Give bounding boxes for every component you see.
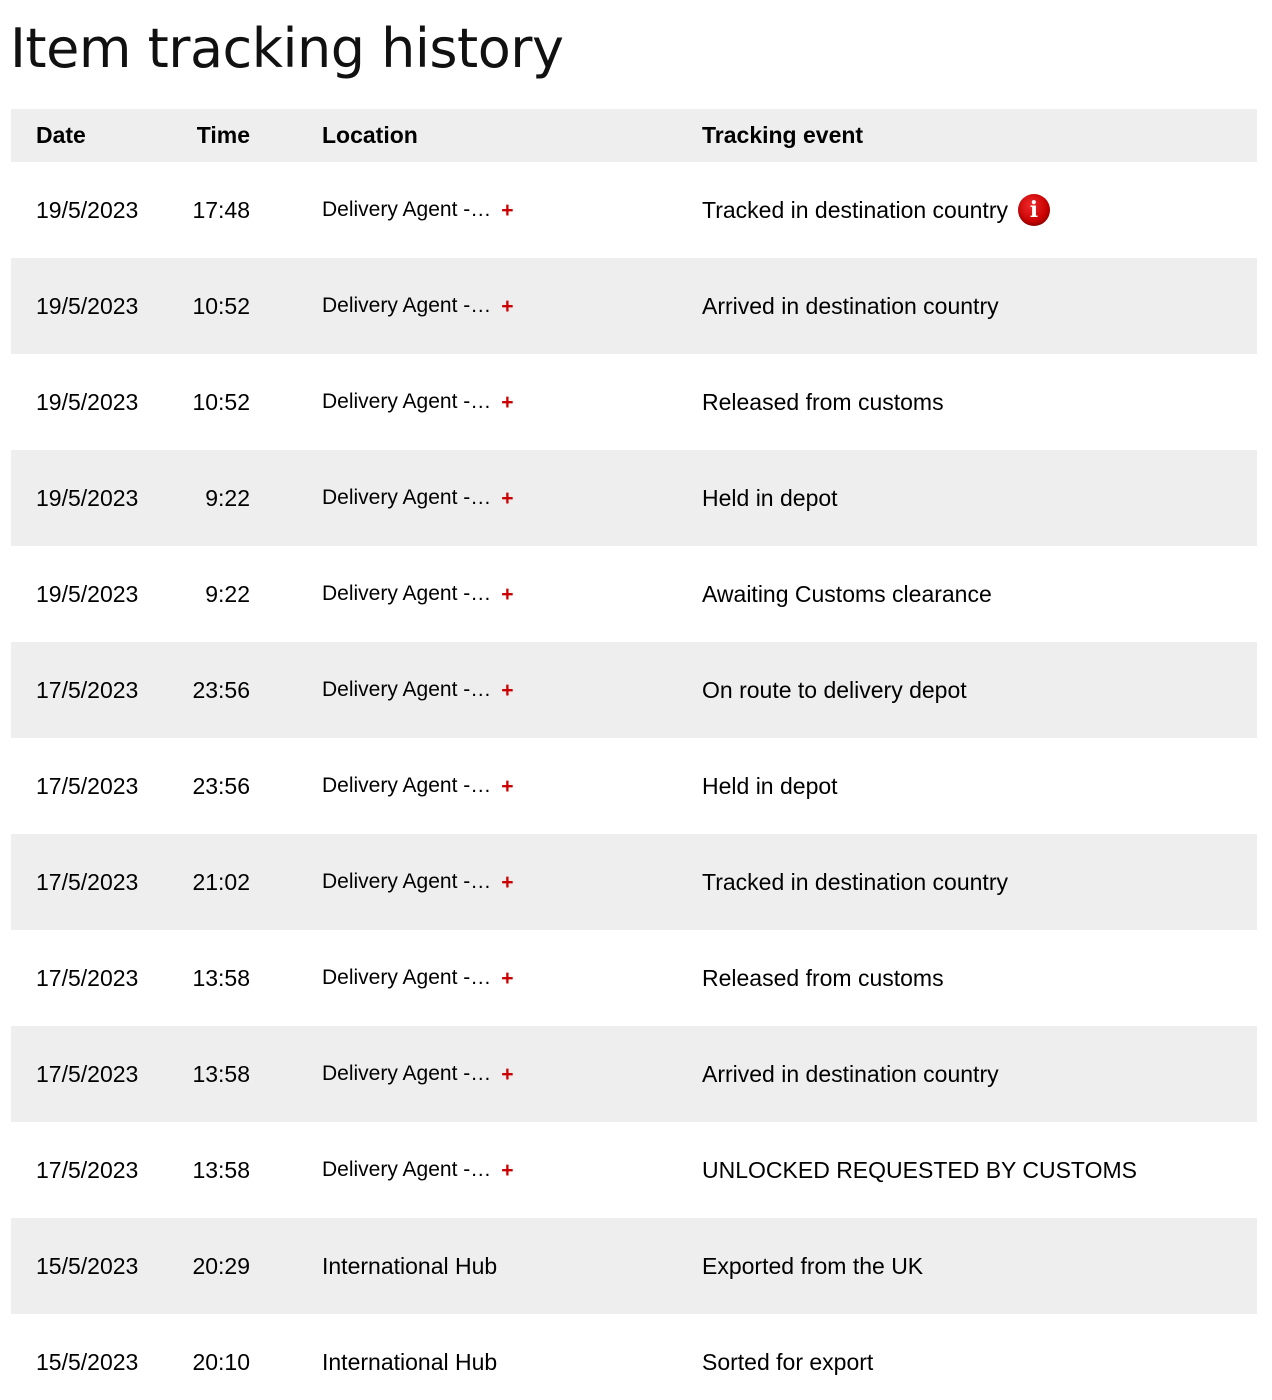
row-tracking-event bbox=[702, 354, 1242, 450]
row-date: 19/5/2023 bbox=[36, 292, 139, 319]
row-date: 17/5/2023 bbox=[36, 676, 139, 703]
row-event-text: UNLOCKED REQUESTED BY CUSTOMS bbox=[702, 1156, 1137, 1183]
table-row bbox=[11, 1026, 1257, 1122]
header-location: Location bbox=[322, 122, 418, 148]
row-event-text: Held in depot bbox=[702, 772, 838, 799]
row-location bbox=[322, 834, 682, 930]
row-tracking-event bbox=[702, 450, 1242, 546]
row-event-text: Exported from the UK bbox=[702, 1252, 924, 1279]
row-location bbox=[322, 354, 682, 450]
expand-location-plus-icon[interactable]: + bbox=[501, 870, 514, 894]
row-location bbox=[322, 930, 682, 1026]
row-location-text: Delivery Agent -… bbox=[322, 390, 492, 413]
row-time: 9:22 bbox=[205, 580, 250, 607]
table-row bbox=[11, 258, 1257, 354]
expand-location-plus-icon[interactable]: + bbox=[501, 294, 514, 318]
header-tracking-event: Tracking event bbox=[702, 122, 864, 148]
row-time: 10:52 bbox=[192, 388, 250, 415]
table-row bbox=[11, 642, 1257, 738]
table-row bbox=[11, 1314, 1257, 1400]
row-event-text: Held in depot bbox=[702, 484, 838, 511]
row-time: 13:58 bbox=[192, 1060, 250, 1087]
row-location bbox=[322, 1122, 682, 1218]
table-row bbox=[11, 546, 1257, 642]
row-event-text: Awaiting Customs clearance bbox=[702, 580, 992, 607]
expand-location-plus-icon[interactable]: + bbox=[501, 966, 514, 990]
row-event-text: Tracked in destination country bbox=[702, 196, 1008, 223]
row-time: 20:10 bbox=[192, 1348, 250, 1375]
row-location bbox=[322, 1314, 682, 1400]
row-location-text: Delivery Agent -… bbox=[322, 966, 492, 989]
row-location-text: Delivery Agent -… bbox=[322, 582, 492, 605]
row-time: 23:56 bbox=[192, 772, 250, 799]
row-date: 17/5/2023 bbox=[36, 964, 139, 991]
row-time: 21:02 bbox=[192, 868, 250, 895]
row-location bbox=[322, 1218, 682, 1314]
row-date: 19/5/2023 bbox=[36, 196, 139, 223]
table-header-row bbox=[11, 109, 1257, 162]
table-row bbox=[11, 738, 1257, 834]
row-tracking-event bbox=[702, 738, 1242, 834]
table-row bbox=[11, 930, 1257, 1026]
expand-location-plus-icon[interactable]: + bbox=[501, 1158, 514, 1182]
expand-location-plus-icon[interactable]: + bbox=[501, 774, 514, 798]
expand-location-plus-icon[interactable]: + bbox=[501, 678, 514, 702]
row-location-text: Delivery Agent -… bbox=[322, 1062, 492, 1085]
row-tracking-event bbox=[702, 258, 1242, 354]
tracking-history-table bbox=[11, 109, 1257, 1400]
row-location-text: Delivery Agent -… bbox=[322, 870, 492, 893]
row-date: 19/5/2023 bbox=[36, 580, 139, 607]
row-location-text: International Hub bbox=[322, 1348, 498, 1375]
row-time: 10:52 bbox=[192, 292, 250, 319]
row-date: 17/5/2023 bbox=[36, 1060, 139, 1087]
expand-location-plus-icon[interactable]: + bbox=[501, 1062, 514, 1086]
expand-location-plus-icon[interactable]: + bbox=[501, 198, 514, 222]
row-event-text: Arrived in destination country bbox=[702, 292, 999, 319]
row-location-text: Delivery Agent -… bbox=[322, 486, 492, 509]
row-location bbox=[322, 258, 682, 354]
row-location bbox=[322, 1026, 682, 1122]
info-icon[interactable]: i bbox=[1018, 194, 1050, 226]
row-tracking-event bbox=[702, 1218, 1242, 1314]
expand-location-plus-icon[interactable]: + bbox=[501, 582, 514, 606]
expand-location-plus-icon[interactable]: + bbox=[501, 486, 514, 510]
row-location-text: International Hub bbox=[322, 1252, 498, 1279]
row-date: 15/5/2023 bbox=[36, 1348, 139, 1375]
row-time: 20:29 bbox=[192, 1252, 250, 1279]
row-location bbox=[322, 546, 682, 642]
row-location-text: Delivery Agent -… bbox=[322, 774, 492, 797]
header-date: Date bbox=[36, 122, 86, 148]
row-time: 23:56 bbox=[192, 676, 250, 703]
row-date: 17/5/2023 bbox=[36, 1156, 139, 1183]
row-tracking-event bbox=[702, 162, 1242, 258]
row-event-text: Arrived in destination country bbox=[702, 1060, 999, 1087]
row-tracking-event bbox=[702, 930, 1242, 1026]
row-time: 13:58 bbox=[192, 964, 250, 991]
row-date: 15/5/2023 bbox=[36, 1252, 139, 1279]
row-tracking-event bbox=[702, 1314, 1242, 1400]
row-event-text: On route to delivery depot bbox=[702, 676, 967, 703]
table-row bbox=[11, 1218, 1257, 1314]
row-event-text: Sorted for export bbox=[702, 1348, 874, 1375]
row-time: 13:58 bbox=[192, 1156, 250, 1183]
row-tracking-event bbox=[702, 642, 1242, 738]
row-event-text: Tracked in destination country bbox=[702, 868, 1008, 895]
row-location-text: Delivery Agent -… bbox=[322, 1158, 492, 1181]
expand-location-plus-icon[interactable]: + bbox=[501, 390, 514, 414]
header-time: Time bbox=[196, 122, 250, 148]
row-tracking-event bbox=[702, 834, 1242, 930]
row-date: 19/5/2023 bbox=[36, 388, 139, 415]
table-row bbox=[11, 162, 1257, 258]
row-location bbox=[322, 642, 682, 738]
row-date: 17/5/2023 bbox=[36, 868, 139, 895]
table-row bbox=[11, 354, 1257, 450]
row-location-text: Delivery Agent -… bbox=[322, 198, 492, 221]
row-location bbox=[322, 162, 682, 258]
row-date: 19/5/2023 bbox=[36, 484, 139, 511]
row-date: 17/5/2023 bbox=[36, 772, 139, 799]
row-location-text: Delivery Agent -… bbox=[322, 678, 492, 701]
row-time: 9:22 bbox=[205, 484, 250, 511]
table-body bbox=[11, 162, 1257, 1400]
row-location-text: Delivery Agent -… bbox=[322, 294, 492, 317]
row-tracking-event bbox=[702, 1026, 1242, 1122]
row-time: 17:48 bbox=[192, 196, 250, 223]
row-location bbox=[322, 738, 682, 834]
row-event-text: Released from customs bbox=[702, 964, 944, 991]
row-location bbox=[322, 450, 682, 546]
table-row bbox=[11, 834, 1257, 930]
row-tracking-event bbox=[702, 546, 1242, 642]
row-event-text: Released from customs bbox=[702, 388, 944, 415]
table-row bbox=[11, 1122, 1257, 1218]
table-row bbox=[11, 450, 1257, 546]
row-tracking-event bbox=[702, 1122, 1242, 1218]
page-title: Item tracking history bbox=[10, 17, 564, 80]
